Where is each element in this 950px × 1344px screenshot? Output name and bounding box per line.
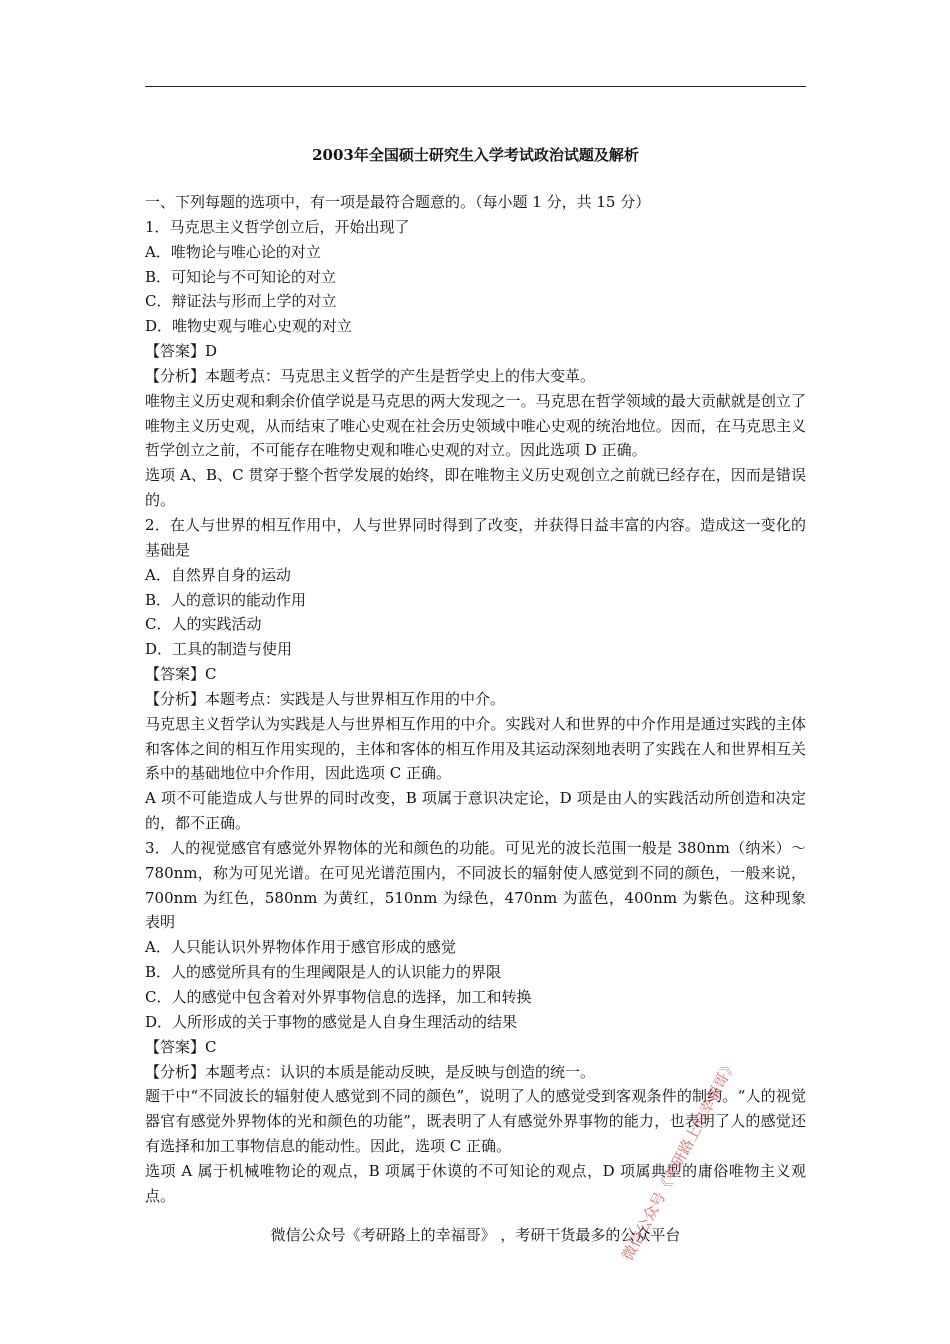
question-3: 3．人的视觉感官有感觉外界物体的光和颜色的功能。可见光的波长范围一般是 380nm（纳米）～780nm，称为可见光谱。在可见光谱范围内，不同波长的辐射使人感觉到不同的颜色，一般来说，700nm 为红色，580nm 为黄红，510nm 为绿色，470nm 为蓝色，400nm 为紫色。这种现象表明 [145,838,806,932]
q3-analysis-extra: 选项 A 属于机械唯物论的观点，B 项属于休谟的不可知论的观点，D 项属典型的庸俗唯物主义观点。 [145,1161,806,1205]
q1-option-a: A．唯物论与唯心论的对立 [145,242,321,261]
document-title: 2003年全国硕士研究生入学考试政治试题及解析 [312,146,639,164]
q3-option-a: A．人只能认识外界物体作用于感官形成的感觉 [145,938,456,957]
watermark-stamp: 微信公众号《考研路上的幸福哥》 [618,1056,740,1264]
q1-analysis-extra: 选项 A、B、C 贯穿于整个哲学发展的始终，即在唯物主义历史观创立之前就已经存在，因而是错误的。 [145,466,806,510]
q3-answer: 【答案】C [145,1037,217,1056]
q1-answer: 【答案】D [145,342,218,361]
q1-option-c: C．辩证法与形而上学的对立 [145,292,337,311]
question-1: 1．马克思主义哲学创立后，开始出现了 [145,217,410,236]
page-footer: 微信公众号《考研路上的幸福哥》 ，考研干货最多的公众平台 [270,1226,681,1244]
q3-analysis-heading: 【分析】本题考点：认识的本质是能动反映，是反映与创造的统一。 [145,1062,596,1081]
q3-option-d: D．人所形成的关于事物的感觉是人自身生理活动的结果 [145,1012,518,1031]
q2-analysis-extra: A 项不可能造成人与世界的同时改变，B 项属于意识决定论，D 项是由人的实践活动所创造和决定的，都不正确。 [145,789,806,833]
section-heading: 一、下列每题的选项中，有一项是最符合题意的。（每小题 1 分，共 15 分） [145,193,651,211]
question-2: 2．在人与世界的相互作用中，人与世界同时得到了改变，并获得日益丰富的内容。造成这一变化的基础是 [145,515,806,559]
document-body [145,190,806,1209]
q1-analysis-heading: 【分析】本题考点：马克思主义哲学的产生是哲学史上的伟大变革。 [145,366,596,385]
q2-option-d: D．工具的制造与使用 [145,640,293,659]
q2-option-a: A．自然界自身的运动 [145,565,291,584]
header-rule [145,86,806,87]
q2-answer: 【答案】C [145,665,217,684]
q1-analysis-body: 唯物主义历史观和剩余价值学说是马克思的两大发现之一。马克思在哲学领域的最大贡献就是创立了唯物主义历史观，从而结束了唯心史观在社会历史领域中唯心史观的统治地位。因而，在马克思主义哲学创立之前，不可能存在唯物史观和唯心史观的对立。因此选项 D 正确。 [145,391,806,460]
q2-option-b: B．人的意识的能动作用 [145,590,307,609]
q3-option-b: B．人的感觉所具有的生理阈限是人的认识能力的界限 [145,963,502,982]
q1-option-b: B．可知论与不可知论的对立 [145,267,337,286]
q2-analysis-heading: 【分析】本题考点：实践是人与世界相互作用的中介。 [145,689,506,708]
q2-analysis-body: 马克思主义哲学认为实践是人与世界相互作用的中介。实践对人和世界的中介作用是通过实践的主体和客体之间的相互作用实现的，主体和客体的相互作用及其运动深刻地表明了实践在人和世界相互关系中的基础地位中介作用，因此选项 C 正确。 [145,714,806,783]
q1-option-d: D．唯物史观与唯心史观的对立 [145,317,353,336]
q3-analysis-body: 题干中“不同波长的辐射使人感觉到不同的颜色”，说明了人的感觉受到客观条件的制约。“人的视觉器官有感觉外界物体的光和颜色的功能”，既表明了人有感觉外界事物的能力，也表明了人的感觉还有选择和加工事物信息的能动性。因此，选项 C 正确。 [145,1087,806,1156]
q3-option-c: C．人的感觉中包含着对外界事物信息的选择，加工和转换 [145,988,532,1006]
q2-option-c: C．人的实践活动 [145,615,262,634]
